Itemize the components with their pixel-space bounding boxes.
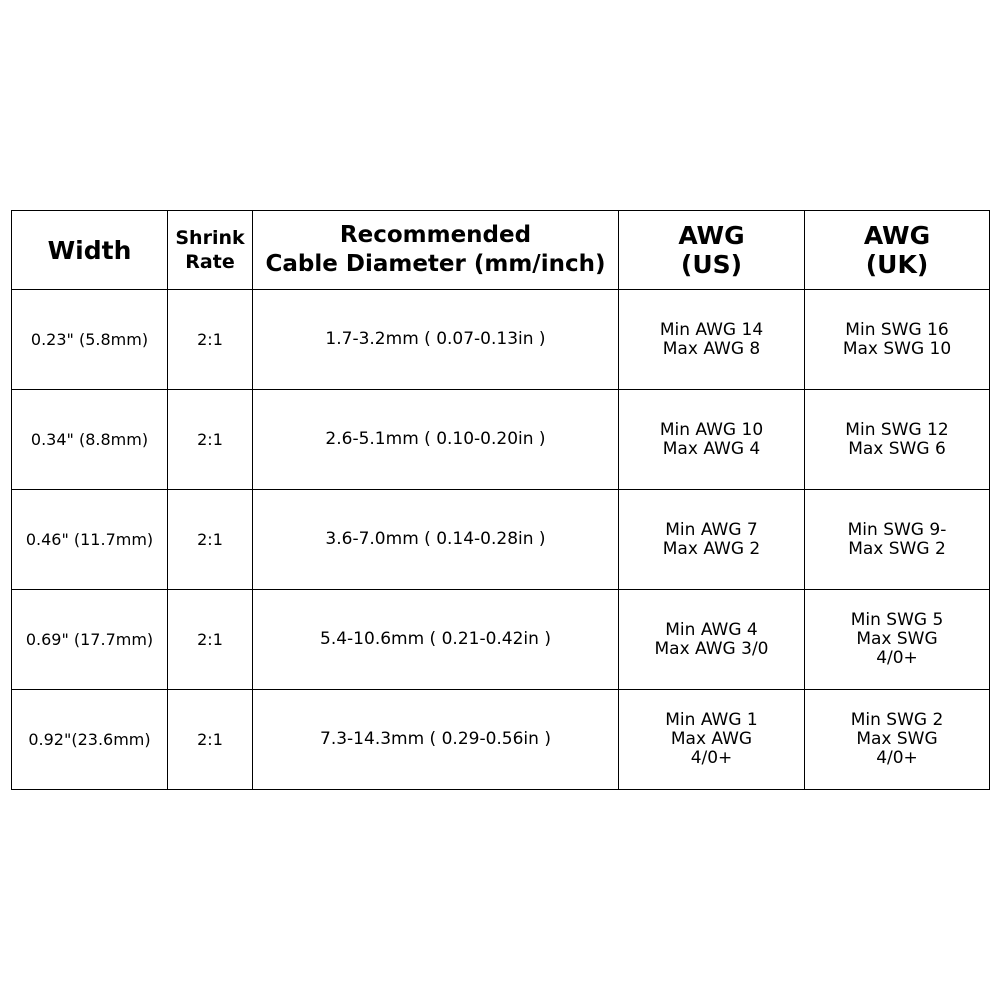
shrink-rate-cell: 2:1 — [168, 490, 253, 590]
cable-size-table — [11, 210, 990, 790]
awg-uk-cell — [805, 390, 990, 490]
width-cell: 0.46" (11.7mm) — [12, 490, 168, 590]
awg-uk-line: Max SWG 2 — [848, 538, 946, 559]
awg-uk-cell — [805, 590, 990, 690]
table-row — [12, 490, 990, 590]
awg-us-cell — [619, 390, 805, 490]
header-awg-uk-line: AWG — [863, 221, 931, 250]
awg-uk-cell — [805, 690, 990, 790]
header-awg-us-line: AWG — [678, 221, 745, 250]
header-shrink-rate-line: Shrink — [175, 227, 245, 249]
shrink-rate-cell: 2:1 — [168, 590, 253, 690]
awg-us-line: Min AWG 14 — [659, 319, 764, 340]
table-row — [12, 690, 990, 790]
header-shrink-rate — [168, 211, 253, 290]
header-cable-diameter-line: Cable Diameter (mm/inch) — [265, 251, 606, 277]
awg-us-line: Max AWG 4 — [662, 438, 761, 459]
awg-us-cell — [619, 690, 805, 790]
cable-diameter-cell: 7.3-14.3mm ( 0.29-0.56in ) — [253, 690, 619, 790]
awg-us-line: 4/0+ — [690, 748, 733, 768]
awg-uk-line: Max SWG — [856, 729, 938, 749]
awg-us-cell — [619, 290, 805, 390]
awg-us-cell — [619, 490, 805, 590]
awg-uk-line: Min SWG 9- — [847, 519, 947, 540]
width-cell: 0.23" (5.8mm) — [12, 290, 168, 390]
awg-us-line: Max AWG — [670, 729, 753, 749]
header-awg-us — [619, 211, 805, 290]
header-awg-us-line: (US) — [680, 250, 743, 279]
header-awg-uk-line: (UK) — [865, 250, 929, 279]
shrink-rate-cell: 2:1 — [168, 690, 253, 790]
header-width — [12, 211, 168, 290]
table-row — [12, 290, 990, 390]
awg-us-line: Min AWG 4 — [665, 619, 758, 640]
awg-uk-line: 4/0+ — [876, 648, 918, 668]
awg-uk-line: Min SWG 16 — [845, 319, 949, 340]
awg-uk-line: Min SWG 5 — [850, 610, 944, 630]
awg-uk-line: Min SWG 12 — [845, 419, 949, 440]
width-cell: 0.92"(23.6mm) — [12, 690, 168, 790]
awg-us-line: Max AWG 3/0 — [654, 638, 769, 659]
awg-us-line: Min AWG 7 — [665, 519, 758, 540]
width-cell: 0.34" (8.8mm) — [12, 390, 168, 490]
awg-uk-line: Max SWG — [856, 629, 938, 649]
header-cable-diameter — [253, 211, 619, 290]
awg-us-line: Min AWG 10 — [659, 419, 764, 440]
table-row — [12, 590, 990, 690]
shrink-rate-cell: 2:1 — [168, 390, 253, 490]
shrink-rate-cell: 2:1 — [168, 290, 253, 390]
awg-us-line: Max AWG 8 — [662, 338, 761, 359]
header-row — [12, 211, 990, 290]
awg-uk-line: 4/0+ — [876, 748, 918, 768]
awg-uk-line: Min SWG 2 — [850, 710, 944, 730]
awg-us-line: Min AWG 1 — [665, 710, 758, 730]
header-shrink-rate-line: Rate — [185, 251, 235, 273]
width-cell: 0.69" (17.7mm) — [12, 590, 168, 690]
header-cable-diameter-line: Recommended — [339, 222, 532, 248]
header-width-label: Width — [47, 235, 132, 265]
cable-diameter-cell: 1.7-3.2mm ( 0.07-0.13in ) — [253, 290, 619, 390]
table-row — [12, 390, 990, 490]
awg-uk-cell — [805, 490, 990, 590]
cable-diameter-cell: 3.6-7.0mm ( 0.14-0.28in ) — [253, 490, 619, 590]
awg-us-line: Max AWG 2 — [662, 538, 761, 559]
awg-uk-line: Max SWG 10 — [842, 338, 952, 359]
awg-uk-cell — [805, 290, 990, 390]
awg-uk-line: Max SWG 6 — [848, 438, 946, 459]
header-awg-uk — [805, 211, 990, 290]
cable-diameter-cell: 2.6-5.1mm ( 0.10-0.20in ) — [253, 390, 619, 490]
cable-diameter-cell: 5.4-10.6mm ( 0.21-0.42in ) — [253, 590, 619, 690]
awg-us-cell — [619, 590, 805, 690]
